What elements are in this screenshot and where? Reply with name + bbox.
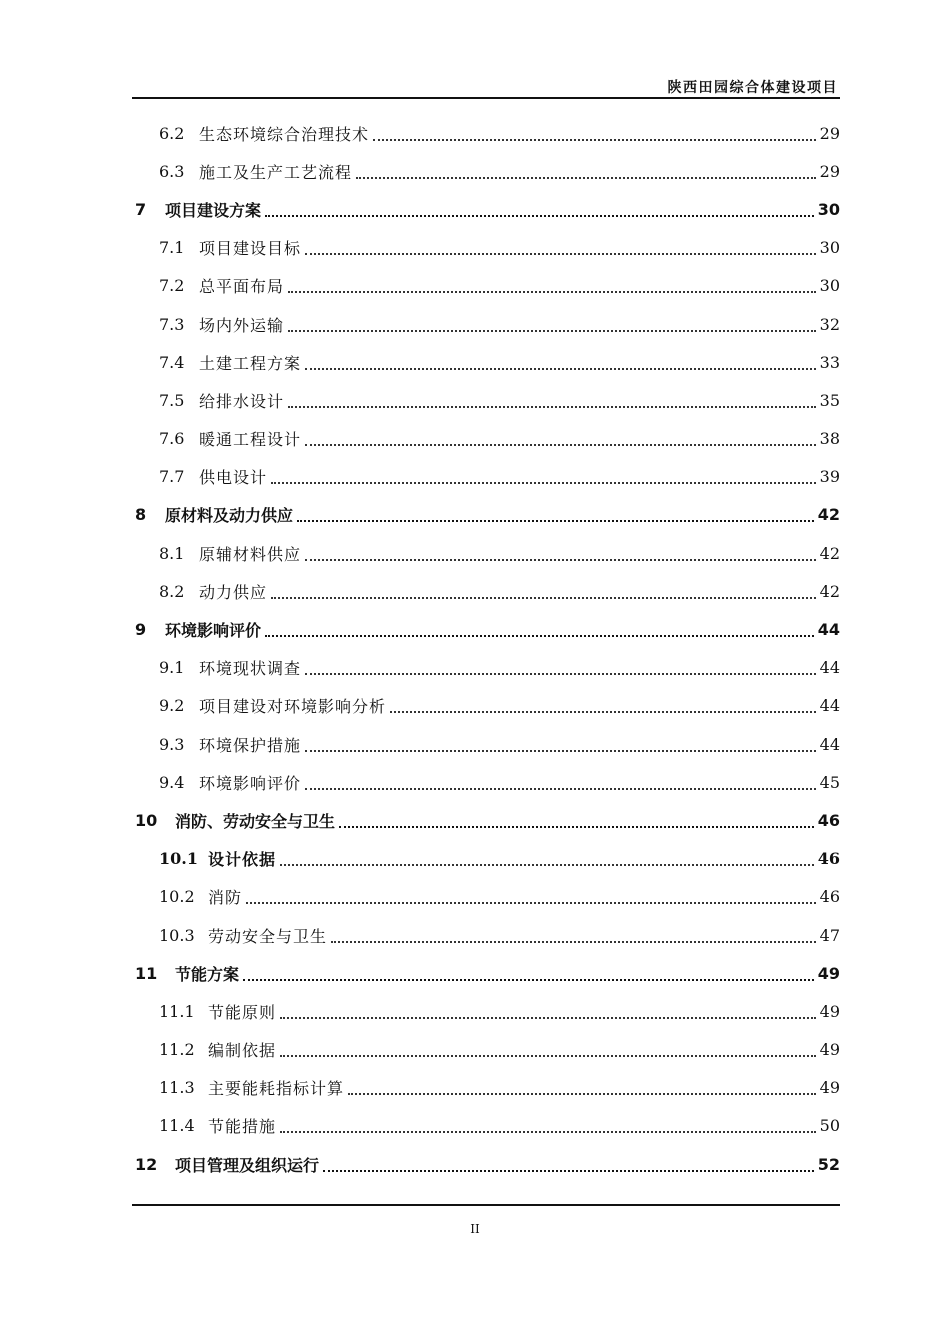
toc-entry-number: 9 — [135, 620, 147, 640]
toc-entry-page: 35 — [819, 390, 840, 410]
toc-section-entry[interactable] — [132, 114, 840, 152]
toc-dot-leader — [356, 176, 816, 179]
toc-entry-title: 环境影响评价 — [165, 621, 262, 641]
toc-entry-title: 项目建设目标 — [199, 239, 302, 259]
toc-entry-number: 7.1 — [159, 238, 185, 258]
toc-entry-number: 8.2 — [159, 581, 185, 601]
toc-entry-number: 7 — [135, 199, 147, 219]
toc-entry-number: 7.5 — [159, 390, 185, 410]
toc-section-entry[interactable] — [132, 687, 840, 725]
toc-dot-leader — [339, 825, 814, 828]
toc-entry-number: 8 — [135, 505, 147, 525]
toc-section-entry[interactable] — [132, 840, 840, 878]
toc-entry-number: 12 — [135, 1154, 158, 1174]
toc-entry-title: 劳动安全与卫生 — [208, 926, 328, 946]
toc-entry-number: 9.2 — [159, 696, 185, 716]
toc-entry-number: 9.3 — [159, 734, 185, 754]
toc-entry-page: 42 — [819, 543, 840, 563]
toc-entry-title: 动力供应 — [199, 582, 268, 602]
toc-entry-page: 30 — [819, 276, 840, 296]
toc-dot-leader — [373, 138, 816, 141]
toc-chapter-entry[interactable] — [132, 610, 840, 648]
toc-dot-leader — [288, 405, 816, 408]
toc-entry-page: 33 — [819, 352, 840, 372]
toc-dot-leader — [265, 214, 814, 217]
toc-dot-leader — [331, 940, 816, 943]
toc-dot-leader — [305, 672, 816, 675]
toc-entry-title: 节能措施 — [208, 1117, 277, 1137]
running-header-title: 陕西田园综合体建设项目 — [667, 80, 838, 96]
toc-entry-title: 编制依据 — [208, 1041, 277, 1061]
toc-entry-page: 47 — [819, 925, 840, 945]
toc-entry-page: 49 — [819, 1078, 840, 1098]
toc-entry-page: 49 — [819, 1001, 840, 1021]
toc-entry-number: 7.2 — [159, 276, 185, 296]
toc-entry-page: 45 — [819, 772, 840, 792]
toc-entry-title: 环境保护措施 — [199, 735, 302, 755]
toc-entry-title: 节能原则 — [208, 1002, 277, 1022]
toc-entry-title: 施工及生产工艺流程 — [199, 162, 353, 182]
toc-chapter-entry[interactable] — [132, 801, 840, 839]
toc-entry-number: 8.1 — [159, 543, 185, 563]
toc-entry-number: 7.3 — [159, 314, 185, 334]
toc-entry-title: 原辅材料供应 — [199, 544, 302, 564]
toc-entry-page: 44 — [819, 658, 840, 678]
toc-dot-leader — [280, 1016, 816, 1019]
toc-section-entry[interactable] — [132, 1069, 840, 1107]
toc-entry-number: 11.1 — [159, 1001, 195, 1021]
toc-entry-number: 9.1 — [159, 658, 185, 678]
toc-entry-number: 11.3 — [159, 1078, 195, 1098]
toc-entry-number: 10 — [135, 810, 158, 830]
toc-section-entry[interactable] — [132, 916, 840, 954]
toc-entry-page: 46 — [817, 849, 840, 869]
toc-section-entry[interactable] — [132, 458, 840, 496]
toc-entry-title: 消防 — [208, 888, 243, 908]
toc-entry-page: 42 — [819, 581, 840, 601]
toc-entry-title: 项目建设方案 — [165, 200, 262, 220]
toc-dot-leader — [280, 1130, 816, 1133]
toc-section-entry[interactable] — [132, 572, 840, 610]
toc-entry-title: 主要能耗指标计算 — [208, 1079, 345, 1099]
toc-entry-page: 46 — [819, 887, 840, 907]
footer-divider — [132, 1204, 840, 1206]
toc-section-entry[interactable] — [132, 229, 840, 267]
toc-entry-page: 30 — [817, 199, 840, 219]
toc-entry-title: 暖通工程设计 — [199, 430, 302, 450]
toc-entry-number: 10.1 — [159, 849, 198, 869]
toc-entry-page: 29 — [819, 161, 840, 181]
toc-section-entry[interactable] — [132, 992, 840, 1030]
toc-dot-leader — [305, 787, 816, 790]
toc-entry-page: 46 — [817, 810, 840, 830]
toc-entry-page: 49 — [817, 963, 840, 983]
toc-entry-number: 11.2 — [159, 1040, 195, 1060]
toc-entry-title: 原材料及动力供应 — [165, 506, 294, 526]
toc-entry-title: 环境影响评价 — [199, 773, 302, 793]
toc-section-entry[interactable] — [132, 381, 840, 419]
toc-section-entry[interactable] — [132, 878, 840, 916]
toc-entry-number: 10.2 — [159, 887, 195, 907]
toc-dot-leader — [265, 634, 814, 637]
toc-section-entry[interactable] — [132, 725, 840, 763]
toc-chapter-entry[interactable] — [132, 1145, 840, 1183]
toc-dot-leader — [305, 367, 816, 370]
toc-entry-page: 44 — [817, 620, 840, 640]
toc-entry-title: 环境现状调查 — [199, 659, 302, 679]
toc-entry-page: 50 — [819, 1116, 840, 1136]
toc-entry-page: 29 — [819, 123, 840, 143]
toc-entry-number: 9.4 — [159, 772, 185, 792]
toc-entry-title: 项目管理及组织运行 — [175, 1155, 320, 1175]
toc-entry-number: 10.3 — [159, 925, 195, 945]
toc-dot-leader — [288, 290, 816, 293]
toc-section-entry[interactable] — [132, 534, 840, 572]
toc-section-entry[interactable] — [132, 763, 840, 801]
toc-entry-page: 42 — [817, 505, 840, 525]
header-divider — [132, 97, 840, 99]
toc-entry-number: 6.2 — [159, 123, 185, 143]
toc-entry-page: 44 — [819, 696, 840, 716]
toc-dot-leader — [305, 252, 816, 255]
toc-section-entry[interactable] — [132, 343, 840, 381]
toc-section-entry[interactable] — [132, 1031, 840, 1069]
toc-entry-title: 场内外运输 — [199, 315, 285, 335]
toc-entry-number: 11 — [135, 963, 158, 983]
toc-chapter-entry[interactable] — [132, 190, 840, 228]
toc-entry-title: 土建工程方案 — [199, 353, 302, 373]
toc-entry-page: 38 — [819, 429, 840, 449]
toc-dot-leader — [246, 901, 816, 904]
toc-entry-title: 生态环境综合治理技术 — [199, 124, 370, 144]
toc-entry-title: 设计依据 — [208, 850, 277, 870]
toc-dot-leader — [280, 863, 814, 866]
toc-entry-page: 52 — [817, 1154, 840, 1174]
toc-dot-leader — [305, 749, 816, 752]
toc-section-entry[interactable] — [132, 267, 840, 305]
toc-dot-leader — [280, 1054, 816, 1057]
toc-entry-title: 总平面布局 — [199, 277, 285, 297]
toc-dot-leader — [297, 519, 814, 522]
toc-dot-leader — [390, 710, 816, 713]
toc-dot-leader — [323, 1169, 814, 1172]
toc-entry-title: 消防、劳动安全与卫生 — [175, 811, 336, 831]
toc-chapter-entry[interactable] — [132, 954, 840, 992]
toc-section-entry[interactable] — [132, 305, 840, 343]
toc-entry-number: 6.3 — [159, 161, 185, 181]
toc-dot-leader — [288, 329, 816, 332]
toc-dot-leader — [305, 443, 816, 446]
toc-section-entry[interactable] — [132, 152, 840, 190]
toc-entry-page: 44 — [819, 734, 840, 754]
table-of-contents — [132, 114, 840, 1183]
toc-entry-title: 给排水设计 — [199, 391, 285, 411]
page-number: II — [470, 1222, 480, 1236]
toc-entry-number: 11.4 — [159, 1116, 195, 1136]
toc-dot-leader — [243, 978, 814, 981]
toc-section-entry[interactable] — [132, 649, 840, 687]
toc-entry-page: 30 — [819, 238, 840, 258]
toc-entry-title: 供电设计 — [199, 468, 268, 488]
toc-entry-title: 项目建设对环境影响分析 — [199, 697, 387, 717]
toc-section-entry[interactable] — [132, 420, 840, 458]
toc-dot-leader — [271, 481, 816, 484]
toc-entry-page: 49 — [819, 1040, 840, 1060]
toc-entry-number: 7.4 — [159, 352, 185, 372]
toc-entry-number: 7.6 — [159, 429, 185, 449]
toc-entry-page: 32 — [819, 314, 840, 334]
toc-dot-leader — [305, 558, 816, 561]
toc-entry-page: 39 — [819, 467, 840, 487]
toc-dot-leader — [348, 1092, 816, 1095]
toc-dot-leader — [271, 596, 816, 599]
toc-section-entry[interactable] — [132, 1107, 840, 1145]
toc-chapter-entry[interactable] — [132, 496, 840, 534]
toc-entry-number: 7.7 — [159, 467, 185, 487]
toc-entry-title: 节能方案 — [175, 964, 240, 984]
